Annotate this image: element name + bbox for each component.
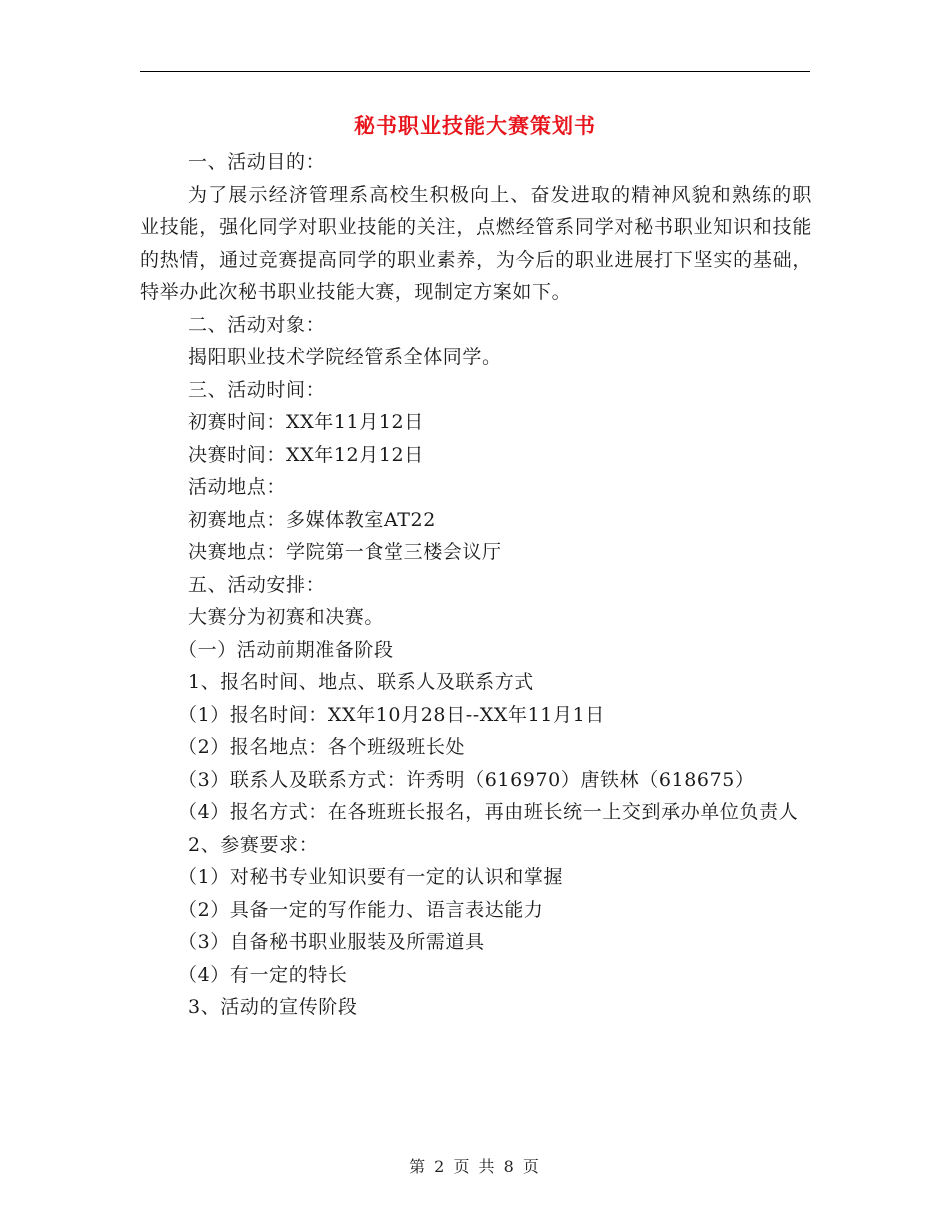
requirement-item: （2）具备一定的写作能力、语言表达能力 [178,898,544,921]
publicity-heading: 3、活动的宣传阶段 [188,996,358,1018]
document-title: 秘书职业技能大赛策划书 [354,113,596,138]
header-rule [140,71,810,72]
section-heading-target: 二、活动对象： [188,313,326,336]
section-heading-purpose: 一、活动目的： [188,151,326,173]
requirement-item: （1）对秘书专业知识要有一定的认识和掌握 [178,866,564,888]
arrangement-text: 大赛分为初赛和决赛。 [188,606,385,628]
registration-location: （2）报名地点：各个班级班长处 [178,736,466,758]
subsection-preparation: （一）活动前期准备阶段 [178,638,394,661]
prelim-location: 初赛地点：多媒体教室AT22 [188,508,436,531]
page-number: 第 2 页 共 8 页 [409,1157,541,1176]
prelim-time: 初赛时间：XX年11月12日 [188,411,424,433]
requirement-item: （3）自备秘书职业服装及所需道具 [178,931,485,953]
document-body [140,146,812,1024]
target-text: 揭阳职业技术学院经管系全体同学。 [188,346,502,368]
requirements-heading: 2、参赛要求： [188,833,319,856]
registration-contacts: （3）联系人及联系方式：许秀明（616970）唐铁林（618675） [178,768,755,791]
registration-time: （1）报名时间：XX年10月28日--XX年11月1日 [178,703,605,726]
final-location: 决赛地点：学院第一食堂三楼会议厅 [188,541,502,563]
requirement-item: （4）有一定的特长 [178,963,348,986]
section-heading-location: 活动地点： [188,476,287,498]
registration-heading: 1、报名时间、地点、联系人及联系方式 [188,671,534,693]
registration-method: （4）报名方式：在各班班长报名，再由班长统一上交到承办单位负责人 [178,801,799,823]
final-time: 决赛时间：XX年12月12日 [188,443,424,466]
section-heading-arrangement: 五、活动安排： [188,573,326,596]
purpose-paragraph: 为了展示经济管理系高校生积极向上、奋发进取的精神风貌和熟练的职业技能，强化同学对职业技能的关注，点燃经管系同学对秘书职业知识和技能的热情，通过竞赛提高同学的职业素养，为今后的职业进展打下坚实的基础，特举办此次秘书职业技能大赛，现制定方案如下。 [140,183,812,303]
section-heading-time: 三、活动时间： [188,378,326,401]
